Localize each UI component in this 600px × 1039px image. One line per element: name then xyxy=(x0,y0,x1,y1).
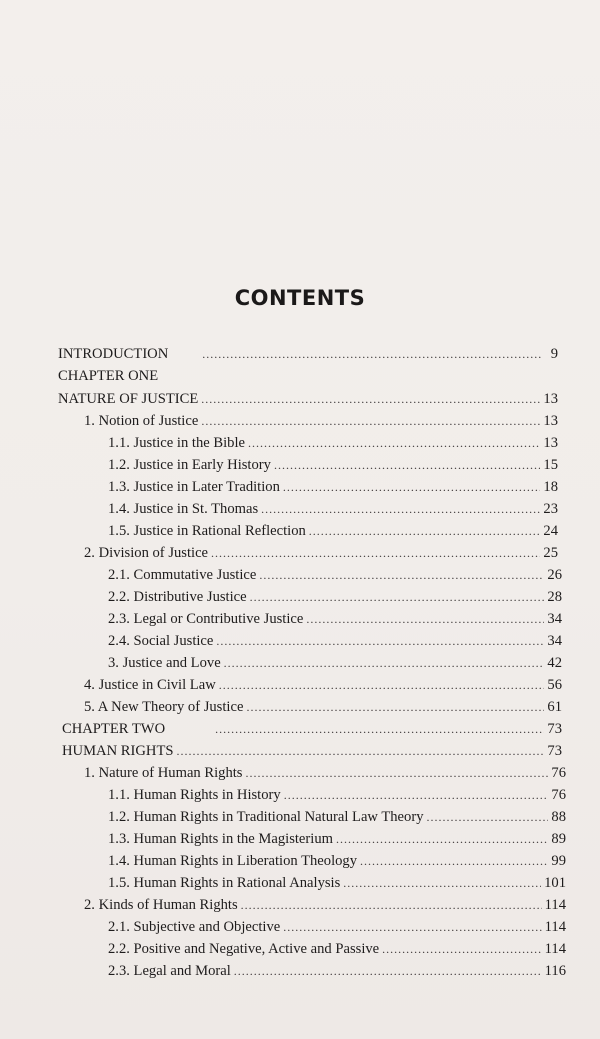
toc-entry-page: 73 xyxy=(547,721,562,737)
dot-leader xyxy=(211,546,540,561)
toc-entry-title: 1.1. Human Rights in History xyxy=(108,787,281,803)
dot-leader xyxy=(241,898,542,913)
toc-entry-page: 13 xyxy=(543,435,558,451)
dot-leader xyxy=(246,700,544,715)
toc-entry-title: 2.1. Subjective and Objective xyxy=(108,919,281,935)
dot-leader xyxy=(360,854,548,869)
dot-leader xyxy=(215,722,544,737)
toc-entry[interactable] xyxy=(108,435,558,457)
toc-entry[interactable] xyxy=(84,413,558,435)
toc-entry-page: 89 xyxy=(551,831,566,847)
toc-entry-title: 1.4. Human Rights in Liberation Theology xyxy=(108,853,358,869)
toc-entry-title: 1.4. Justice in St. Thomas xyxy=(108,501,259,517)
toc-entry-page: 24 xyxy=(543,523,558,539)
toc-entry-page: 34 xyxy=(547,611,562,627)
toc-entry-page: 42 xyxy=(547,655,562,671)
toc-entry-title: 3. Justice and Love xyxy=(108,655,221,671)
dot-leader xyxy=(261,502,540,517)
toc-entry-title: 2.4. Social Justice xyxy=(108,633,214,649)
dot-leader xyxy=(245,766,548,781)
toc-entry[interactable] xyxy=(62,721,562,743)
toc-entry[interactable] xyxy=(108,809,566,831)
toc-entry[interactable] xyxy=(108,589,562,611)
dot-leader xyxy=(176,744,544,759)
toc-entry-title: 1.2. Human Rights in Traditional Natural Law Theory xyxy=(108,809,424,825)
toc-entry[interactable] xyxy=(108,523,558,545)
toc-entry-page: 99 xyxy=(551,853,566,869)
toc-entry-title: NATURE OF JUSTICE xyxy=(58,391,199,407)
toc-entry[interactable] xyxy=(84,699,562,721)
toc-entry-title: 2.3. Legal or Contributive Justice xyxy=(108,611,304,627)
toc-entry-title: 1. Nature of Human Rights xyxy=(84,765,243,781)
toc-entry-title: CHAPTER ONE xyxy=(58,368,159,384)
toc-entry-title: 1. Notion of Justice xyxy=(84,413,199,429)
toc-entry[interactable] xyxy=(62,743,562,765)
toc-entry-page: 13 xyxy=(543,391,558,407)
toc-entry-page: 76 xyxy=(551,787,566,803)
dot-leader xyxy=(306,612,544,627)
toc-entry[interactable] xyxy=(108,787,566,809)
dot-leader xyxy=(202,347,543,362)
toc-entry-page: 101 xyxy=(544,875,566,891)
toc-entry-page: 34 xyxy=(547,633,562,649)
dot-leader xyxy=(201,414,540,429)
dot-leader xyxy=(248,436,540,451)
toc-entry-page: 61 xyxy=(547,699,562,715)
dot-leader xyxy=(250,590,545,605)
toc-entry[interactable] xyxy=(108,963,566,985)
toc-entry-page: 114 xyxy=(544,897,566,913)
toc-entry[interactable] xyxy=(108,655,562,677)
dot-leader xyxy=(283,480,541,495)
toc-entry[interactable] xyxy=(108,831,566,853)
toc-entry-title: 2.3. Legal and Moral xyxy=(108,963,231,979)
dot-leader xyxy=(224,656,545,671)
toc-entry[interactable] xyxy=(58,368,258,390)
toc-entry-title: 1.2. Justice in Early History xyxy=(108,457,271,473)
toc-entry[interactable] xyxy=(108,853,566,875)
toc-entry-page: 28 xyxy=(547,589,562,605)
toc-entry-title: INTRODUCTION xyxy=(58,346,169,362)
toc-entry-title: 1.1. Justice in the Bible xyxy=(108,435,246,451)
toc-entry-title: 2.2. Positive and Negative, Active and Passive xyxy=(108,941,380,957)
toc-entry-page: 116 xyxy=(544,963,566,979)
dot-leader xyxy=(382,942,541,957)
toc-entry[interactable] xyxy=(108,479,558,501)
dot-leader xyxy=(427,810,549,825)
toc-entry-title: 2.2. Distributive Justice xyxy=(108,589,247,605)
toc-entry-page: 25 xyxy=(543,545,558,561)
toc-entry-title: 2.1. Commutative Justice xyxy=(108,567,257,583)
toc-entry[interactable] xyxy=(84,545,558,567)
dot-leader xyxy=(234,964,542,979)
toc-entry-title: 4. Justice in Civil Law xyxy=(84,677,216,693)
toc-entry[interactable] xyxy=(108,919,566,941)
dot-leader xyxy=(336,832,548,847)
toc-entry-page: 88 xyxy=(551,809,566,825)
dot-leader xyxy=(284,788,549,803)
toc-entry-page: 56 xyxy=(547,677,562,693)
toc-entry-title: 2. Division of Justice xyxy=(84,545,209,561)
toc-entry-page: 76 xyxy=(551,765,566,781)
toc-entry-page: 114 xyxy=(544,919,566,935)
toc-entry-page: 13 xyxy=(543,413,558,429)
bleed-through-text xyxy=(39,53,560,227)
toc-entry-title: 2. Kinds of Human Rights xyxy=(84,897,238,913)
page-title: CONTENTS xyxy=(234,286,366,310)
toc-entry-title: HUMAN RIGHTS xyxy=(62,743,174,759)
toc-entry[interactable] xyxy=(108,457,558,479)
dot-leader xyxy=(283,920,541,935)
toc-entry[interactable] xyxy=(84,677,562,699)
toc-entry-title: CHAPTER TWO xyxy=(62,721,166,737)
toc-entry-title: 5. A New Theory of Justice xyxy=(84,699,244,715)
dot-leader xyxy=(201,392,540,407)
dot-leader xyxy=(274,458,540,473)
toc-entry[interactable] xyxy=(108,611,562,633)
dot-leader xyxy=(309,524,541,539)
toc-entry[interactable] xyxy=(58,346,558,368)
toc-entry[interactable] xyxy=(108,875,566,897)
toc-entry-page: 15 xyxy=(543,457,558,473)
toc-entry-page: 18 xyxy=(543,479,558,495)
toc-entry[interactable] xyxy=(108,633,562,655)
toc-entry-page: 114 xyxy=(544,941,566,957)
toc-entry[interactable] xyxy=(84,897,566,919)
toc-entry[interactable] xyxy=(58,391,558,413)
dot-leader xyxy=(343,876,541,891)
toc-entry-title: 1.5. Justice in Rational Reflection xyxy=(108,523,306,539)
toc-entry-page: 23 xyxy=(543,501,558,517)
toc-entry-page: 9 xyxy=(550,346,558,362)
dot-leader xyxy=(259,568,544,583)
toc-entry[interactable] xyxy=(108,501,558,523)
toc-entry[interactable] xyxy=(84,765,566,787)
dot-leader xyxy=(219,678,545,693)
toc-entry-title: 1.3. Human Rights in the Magisterium xyxy=(108,831,333,847)
toc-entry-title: 1.3. Justice in Later Tradition xyxy=(108,479,280,495)
dot-leader xyxy=(216,634,544,649)
toc-entry-page: 73 xyxy=(547,743,562,759)
toc-entry-title: 1.5. Human Rights in Rational Analysis xyxy=(108,875,341,891)
toc-entry[interactable] xyxy=(108,567,562,589)
toc-entry[interactable] xyxy=(108,941,566,963)
toc-entry-page: 26 xyxy=(547,567,562,583)
